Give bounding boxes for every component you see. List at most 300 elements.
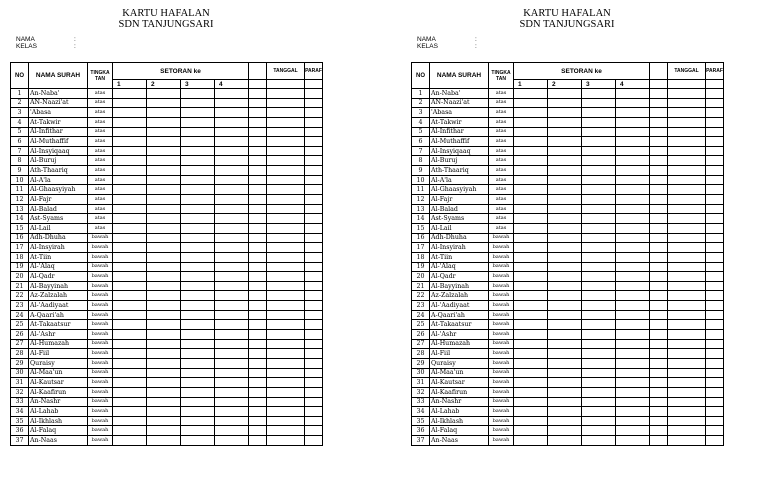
blank-cell[interactable] bbox=[249, 339, 267, 349]
setoran-cell-3[interactable] bbox=[181, 195, 215, 205]
setoran-cell-2[interactable] bbox=[147, 204, 181, 214]
tanggal-cell[interactable] bbox=[267, 310, 305, 320]
paraf-cell[interactable] bbox=[706, 127, 724, 137]
blank-cell[interactable] bbox=[650, 195, 668, 205]
setoran-cell-3[interactable] bbox=[582, 117, 616, 127]
blank-cell[interactable] bbox=[249, 185, 267, 195]
setoran-cell-1[interactable] bbox=[113, 166, 147, 176]
setoran-cell-3[interactable] bbox=[181, 98, 215, 108]
setoran-cell-2[interactable] bbox=[147, 426, 181, 436]
blank-cell[interactable] bbox=[249, 195, 267, 205]
paraf-cell[interactable] bbox=[305, 330, 323, 340]
setoran-cell-2[interactable] bbox=[548, 243, 582, 253]
setoran-cell-1[interactable] bbox=[514, 185, 548, 195]
setoran-cell-2[interactable] bbox=[147, 416, 181, 426]
setoran-cell-3[interactable] bbox=[181, 301, 215, 311]
tanggal-cell[interactable] bbox=[668, 204, 706, 214]
tanggal-cell[interactable] bbox=[267, 166, 305, 176]
setoran-cell-1[interactable] bbox=[514, 387, 548, 397]
setoran-cell-3[interactable] bbox=[582, 185, 616, 195]
tanggal-cell[interactable] bbox=[267, 98, 305, 108]
setoran-cell-1[interactable] bbox=[113, 89, 147, 99]
tanggal-cell[interactable] bbox=[668, 89, 706, 99]
setoran-cell-4[interactable] bbox=[616, 137, 650, 147]
setoran-cell-2[interactable] bbox=[548, 204, 582, 214]
setoran-cell-4[interactable] bbox=[616, 320, 650, 330]
blank-cell[interactable] bbox=[249, 166, 267, 176]
setoran-cell-2[interactable] bbox=[147, 166, 181, 176]
setoran-cell-3[interactable] bbox=[582, 204, 616, 214]
tanggal-cell[interactable] bbox=[668, 243, 706, 253]
setoran-cell-4[interactable] bbox=[215, 214, 249, 224]
setoran-cell-2[interactable] bbox=[548, 156, 582, 166]
tanggal-cell[interactable] bbox=[668, 368, 706, 378]
setoran-cell-4[interactable] bbox=[215, 98, 249, 108]
setoran-cell-2[interactable] bbox=[147, 281, 181, 291]
blank-cell[interactable] bbox=[650, 387, 668, 397]
setoran-cell-3[interactable] bbox=[582, 243, 616, 253]
setoran-cell-1[interactable] bbox=[113, 156, 147, 166]
setoran-cell-2[interactable] bbox=[548, 214, 582, 224]
tanggal-cell[interactable] bbox=[668, 339, 706, 349]
setoran-cell-1[interactable] bbox=[514, 378, 548, 388]
setoran-cell-2[interactable] bbox=[548, 262, 582, 272]
tanggal-cell[interactable] bbox=[267, 281, 305, 291]
blank-cell[interactable] bbox=[650, 223, 668, 233]
setoran-cell-1[interactable] bbox=[514, 291, 548, 301]
blank-cell[interactable] bbox=[249, 291, 267, 301]
setoran-cell-1[interactable] bbox=[113, 233, 147, 243]
tanggal-cell[interactable] bbox=[668, 281, 706, 291]
paraf-cell[interactable] bbox=[706, 272, 724, 282]
setoran-cell-2[interactable] bbox=[147, 127, 181, 137]
setoran-cell-3[interactable] bbox=[181, 204, 215, 214]
setoran-cell-4[interactable] bbox=[616, 252, 650, 262]
paraf-cell[interactable] bbox=[305, 426, 323, 436]
setoran-cell-4[interactable] bbox=[616, 330, 650, 340]
setoran-cell-2[interactable] bbox=[147, 98, 181, 108]
blank-cell[interactable] bbox=[249, 301, 267, 311]
setoran-cell-3[interactable] bbox=[582, 291, 616, 301]
setoran-cell-1[interactable] bbox=[113, 368, 147, 378]
tanggal-cell[interactable] bbox=[668, 378, 706, 388]
setoran-cell-2[interactable] bbox=[548, 166, 582, 176]
paraf-cell[interactable] bbox=[706, 262, 724, 272]
paraf-cell[interactable] bbox=[305, 223, 323, 233]
tanggal-cell[interactable] bbox=[668, 233, 706, 243]
setoran-cell-4[interactable] bbox=[616, 368, 650, 378]
setoran-cell-2[interactable] bbox=[548, 339, 582, 349]
setoran-cell-2[interactable] bbox=[147, 156, 181, 166]
setoran-cell-3[interactable] bbox=[181, 339, 215, 349]
setoran-cell-3[interactable] bbox=[181, 272, 215, 282]
setoran-cell-2[interactable] bbox=[548, 233, 582, 243]
paraf-cell[interactable] bbox=[305, 146, 323, 156]
setoran-cell-4[interactable] bbox=[215, 195, 249, 205]
setoran-cell-3[interactable] bbox=[582, 387, 616, 397]
blank-cell[interactable] bbox=[650, 214, 668, 224]
setoran-cell-4[interactable] bbox=[215, 185, 249, 195]
paraf-cell[interactable] bbox=[305, 368, 323, 378]
setoran-cell-3[interactable] bbox=[181, 416, 215, 426]
paraf-cell[interactable] bbox=[706, 291, 724, 301]
setoran-cell-3[interactable] bbox=[181, 330, 215, 340]
setoran-cell-3[interactable] bbox=[582, 358, 616, 368]
blank-cell[interactable] bbox=[650, 339, 668, 349]
setoran-cell-2[interactable] bbox=[548, 137, 582, 147]
paraf-cell[interactable] bbox=[305, 137, 323, 147]
blank-cell[interactable] bbox=[650, 368, 668, 378]
setoran-cell-2[interactable] bbox=[548, 378, 582, 388]
paraf-cell[interactable] bbox=[305, 407, 323, 417]
paraf-cell[interactable] bbox=[706, 156, 724, 166]
setoran-cell-4[interactable] bbox=[215, 156, 249, 166]
setoran-cell-2[interactable] bbox=[548, 108, 582, 118]
blank-cell[interactable] bbox=[650, 436, 668, 446]
tanggal-cell[interactable] bbox=[668, 310, 706, 320]
setoran-cell-1[interactable] bbox=[514, 127, 548, 137]
tanggal-cell[interactable] bbox=[267, 89, 305, 99]
setoran-cell-3[interactable] bbox=[181, 146, 215, 156]
tanggal-cell[interactable] bbox=[668, 175, 706, 185]
tanggal-cell[interactable] bbox=[267, 378, 305, 388]
setoran-cell-2[interactable] bbox=[548, 146, 582, 156]
setoran-cell-3[interactable] bbox=[582, 407, 616, 417]
blank-cell[interactable] bbox=[249, 397, 267, 407]
paraf-cell[interactable] bbox=[706, 339, 724, 349]
setoran-cell-3[interactable] bbox=[181, 117, 215, 127]
setoran-cell-4[interactable] bbox=[215, 407, 249, 417]
paraf-cell[interactable] bbox=[305, 291, 323, 301]
tanggal-cell[interactable] bbox=[668, 185, 706, 195]
paraf-cell[interactable] bbox=[305, 127, 323, 137]
paraf-cell[interactable] bbox=[305, 185, 323, 195]
setoran-cell-2[interactable] bbox=[548, 310, 582, 320]
blank-cell[interactable] bbox=[650, 175, 668, 185]
paraf-cell[interactable] bbox=[305, 108, 323, 118]
blank-cell[interactable] bbox=[249, 349, 267, 359]
tanggal-cell[interactable] bbox=[668, 252, 706, 262]
paraf-cell[interactable] bbox=[305, 436, 323, 446]
setoran-cell-2[interactable] bbox=[147, 195, 181, 205]
tanggal-cell[interactable] bbox=[668, 397, 706, 407]
setoran-cell-1[interactable] bbox=[514, 195, 548, 205]
setoran-cell-2[interactable] bbox=[147, 252, 181, 262]
setoran-cell-1[interactable] bbox=[514, 223, 548, 233]
setoran-cell-1[interactable] bbox=[113, 426, 147, 436]
tanggal-cell[interactable] bbox=[267, 349, 305, 359]
tanggal-cell[interactable] bbox=[267, 146, 305, 156]
tanggal-cell[interactable] bbox=[267, 137, 305, 147]
setoran-cell-1[interactable] bbox=[514, 368, 548, 378]
paraf-cell[interactable] bbox=[305, 320, 323, 330]
blank-cell[interactable] bbox=[650, 89, 668, 99]
paraf-cell[interactable] bbox=[305, 243, 323, 253]
setoran-cell-1[interactable] bbox=[514, 339, 548, 349]
tanggal-cell[interactable] bbox=[668, 117, 706, 127]
setoran-cell-2[interactable] bbox=[548, 330, 582, 340]
tanggal-cell[interactable] bbox=[267, 204, 305, 214]
blank-cell[interactable] bbox=[650, 252, 668, 262]
tanggal-cell[interactable] bbox=[668, 223, 706, 233]
setoran-cell-4[interactable] bbox=[616, 223, 650, 233]
setoran-cell-3[interactable] bbox=[582, 281, 616, 291]
paraf-cell[interactable] bbox=[706, 387, 724, 397]
blank-cell[interactable] bbox=[650, 243, 668, 253]
blank-cell[interactable] bbox=[650, 204, 668, 214]
setoran-cell-3[interactable] bbox=[582, 127, 616, 137]
tanggal-cell[interactable] bbox=[668, 146, 706, 156]
tanggal-cell[interactable] bbox=[267, 301, 305, 311]
paraf-cell[interactable] bbox=[305, 281, 323, 291]
setoran-cell-4[interactable] bbox=[616, 310, 650, 320]
tanggal-cell[interactable] bbox=[668, 291, 706, 301]
blank-cell[interactable] bbox=[650, 98, 668, 108]
setoran-cell-1[interactable] bbox=[514, 426, 548, 436]
tanggal-cell[interactable] bbox=[267, 175, 305, 185]
setoran-cell-1[interactable] bbox=[113, 252, 147, 262]
tanggal-cell[interactable] bbox=[267, 117, 305, 127]
setoran-cell-2[interactable] bbox=[548, 407, 582, 417]
paraf-cell[interactable] bbox=[305, 349, 323, 359]
setoran-cell-4[interactable] bbox=[215, 397, 249, 407]
setoran-cell-3[interactable] bbox=[181, 243, 215, 253]
setoran-cell-4[interactable] bbox=[215, 281, 249, 291]
blank-cell[interactable] bbox=[249, 117, 267, 127]
setoran-cell-3[interactable] bbox=[582, 320, 616, 330]
setoran-cell-1[interactable] bbox=[113, 281, 147, 291]
blank-cell[interactable] bbox=[650, 378, 668, 388]
tanggal-cell[interactable] bbox=[668, 349, 706, 359]
setoran-cell-1[interactable] bbox=[514, 156, 548, 166]
setoran-cell-2[interactable] bbox=[548, 387, 582, 397]
setoran-cell-2[interactable] bbox=[548, 252, 582, 262]
setoran-cell-2[interactable] bbox=[147, 407, 181, 417]
paraf-cell[interactable] bbox=[305, 301, 323, 311]
blank-cell[interactable] bbox=[650, 262, 668, 272]
setoran-cell-1[interactable] bbox=[514, 89, 548, 99]
paraf-cell[interactable] bbox=[305, 358, 323, 368]
paraf-cell[interactable] bbox=[706, 146, 724, 156]
tanggal-cell[interactable] bbox=[267, 214, 305, 224]
paraf-cell[interactable] bbox=[706, 117, 724, 127]
setoran-cell-1[interactable] bbox=[113, 291, 147, 301]
setoran-cell-3[interactable] bbox=[582, 166, 616, 176]
setoran-cell-4[interactable] bbox=[616, 156, 650, 166]
setoran-cell-1[interactable] bbox=[514, 407, 548, 417]
setoran-cell-1[interactable] bbox=[514, 301, 548, 311]
setoran-cell-3[interactable] bbox=[181, 407, 215, 417]
setoran-cell-4[interactable] bbox=[215, 378, 249, 388]
setoran-cell-4[interactable] bbox=[616, 195, 650, 205]
setoran-cell-4[interactable] bbox=[215, 223, 249, 233]
blank-cell[interactable] bbox=[249, 98, 267, 108]
tanggal-cell[interactable] bbox=[668, 272, 706, 282]
setoran-cell-1[interactable] bbox=[113, 204, 147, 214]
blank-cell[interactable] bbox=[249, 330, 267, 340]
setoran-cell-4[interactable] bbox=[215, 272, 249, 282]
setoran-cell-2[interactable] bbox=[147, 272, 181, 282]
blank-cell[interactable] bbox=[249, 175, 267, 185]
setoran-cell-4[interactable] bbox=[215, 233, 249, 243]
setoran-cell-1[interactable] bbox=[113, 407, 147, 417]
setoran-cell-3[interactable] bbox=[181, 291, 215, 301]
setoran-cell-4[interactable] bbox=[616, 108, 650, 118]
setoran-cell-2[interactable] bbox=[548, 127, 582, 137]
tanggal-cell[interactable] bbox=[668, 195, 706, 205]
setoran-cell-4[interactable] bbox=[616, 243, 650, 253]
setoran-cell-1[interactable] bbox=[514, 358, 548, 368]
paraf-cell[interactable] bbox=[706, 223, 724, 233]
blank-cell[interactable] bbox=[650, 310, 668, 320]
setoran-cell-3[interactable] bbox=[181, 108, 215, 118]
blank-cell[interactable] bbox=[650, 320, 668, 330]
setoran-cell-1[interactable] bbox=[514, 252, 548, 262]
setoran-cell-4[interactable] bbox=[215, 291, 249, 301]
setoran-cell-4[interactable] bbox=[616, 416, 650, 426]
setoran-cell-1[interactable] bbox=[514, 117, 548, 127]
tanggal-cell[interactable] bbox=[267, 252, 305, 262]
setoran-cell-4[interactable] bbox=[215, 310, 249, 320]
paraf-cell[interactable] bbox=[706, 397, 724, 407]
setoran-cell-4[interactable] bbox=[616, 233, 650, 243]
setoran-cell-4[interactable] bbox=[215, 117, 249, 127]
setoran-cell-4[interactable] bbox=[215, 426, 249, 436]
setoran-cell-1[interactable] bbox=[113, 98, 147, 108]
tanggal-cell[interactable] bbox=[668, 330, 706, 340]
paraf-cell[interactable] bbox=[305, 98, 323, 108]
paraf-cell[interactable] bbox=[305, 166, 323, 176]
setoran-cell-1[interactable] bbox=[514, 137, 548, 147]
setoran-cell-2[interactable] bbox=[147, 339, 181, 349]
setoran-cell-1[interactable] bbox=[514, 146, 548, 156]
tanggal-cell[interactable] bbox=[668, 301, 706, 311]
setoran-cell-3[interactable] bbox=[181, 378, 215, 388]
blank-cell[interactable] bbox=[650, 137, 668, 147]
setoran-cell-1[interactable] bbox=[113, 387, 147, 397]
setoran-cell-4[interactable] bbox=[215, 387, 249, 397]
paraf-cell[interactable] bbox=[706, 204, 724, 214]
paraf-cell[interactable] bbox=[706, 214, 724, 224]
tanggal-cell[interactable] bbox=[668, 358, 706, 368]
setoran-cell-3[interactable] bbox=[582, 397, 616, 407]
blank-cell[interactable] bbox=[249, 156, 267, 166]
setoran-cell-2[interactable] bbox=[147, 146, 181, 156]
setoran-cell-1[interactable] bbox=[113, 108, 147, 118]
setoran-cell-3[interactable] bbox=[181, 156, 215, 166]
paraf-cell[interactable] bbox=[706, 407, 724, 417]
setoran-cell-4[interactable] bbox=[215, 349, 249, 359]
setoran-cell-1[interactable] bbox=[514, 166, 548, 176]
paraf-cell[interactable] bbox=[305, 195, 323, 205]
setoran-cell-3[interactable] bbox=[582, 349, 616, 359]
setoran-cell-4[interactable] bbox=[616, 397, 650, 407]
setoran-cell-3[interactable] bbox=[181, 233, 215, 243]
blank-cell[interactable] bbox=[249, 272, 267, 282]
paraf-cell[interactable] bbox=[706, 320, 724, 330]
blank-cell[interactable] bbox=[650, 291, 668, 301]
setoran-cell-2[interactable] bbox=[147, 358, 181, 368]
blank-cell[interactable] bbox=[249, 243, 267, 253]
setoran-cell-1[interactable] bbox=[514, 108, 548, 118]
setoran-cell-3[interactable] bbox=[181, 185, 215, 195]
setoran-cell-4[interactable] bbox=[215, 339, 249, 349]
tanggal-cell[interactable] bbox=[267, 233, 305, 243]
tanggal-cell[interactable] bbox=[668, 166, 706, 176]
tanggal-cell[interactable] bbox=[267, 156, 305, 166]
setoran-cell-4[interactable] bbox=[215, 301, 249, 311]
setoran-cell-3[interactable] bbox=[181, 397, 215, 407]
setoran-cell-3[interactable] bbox=[181, 137, 215, 147]
paraf-cell[interactable] bbox=[305, 262, 323, 272]
setoran-cell-1[interactable] bbox=[514, 175, 548, 185]
setoran-cell-1[interactable] bbox=[514, 416, 548, 426]
setoran-cell-4[interactable] bbox=[616, 175, 650, 185]
setoran-cell-3[interactable] bbox=[181, 320, 215, 330]
setoran-cell-1[interactable] bbox=[514, 330, 548, 340]
tanggal-cell[interactable] bbox=[267, 108, 305, 118]
setoran-cell-2[interactable] bbox=[147, 233, 181, 243]
setoran-cell-4[interactable] bbox=[215, 204, 249, 214]
setoran-cell-3[interactable] bbox=[582, 156, 616, 166]
blank-cell[interactable] bbox=[249, 214, 267, 224]
paraf-cell[interactable] bbox=[305, 214, 323, 224]
setoran-cell-1[interactable] bbox=[113, 320, 147, 330]
setoran-cell-2[interactable] bbox=[147, 117, 181, 127]
setoran-cell-3[interactable] bbox=[582, 98, 616, 108]
setoran-cell-4[interactable] bbox=[616, 89, 650, 99]
paraf-cell[interactable] bbox=[706, 358, 724, 368]
setoran-cell-4[interactable] bbox=[616, 281, 650, 291]
setoran-cell-1[interactable] bbox=[514, 243, 548, 253]
blank-cell[interactable] bbox=[249, 426, 267, 436]
setoran-cell-3[interactable] bbox=[181, 281, 215, 291]
setoran-cell-4[interactable] bbox=[616, 339, 650, 349]
setoran-cell-2[interactable] bbox=[147, 310, 181, 320]
setoran-cell-4[interactable] bbox=[215, 175, 249, 185]
paraf-cell[interactable] bbox=[305, 416, 323, 426]
setoran-cell-2[interactable] bbox=[548, 195, 582, 205]
setoran-cell-4[interactable] bbox=[215, 368, 249, 378]
setoran-cell-3[interactable] bbox=[181, 262, 215, 272]
blank-cell[interactable] bbox=[650, 281, 668, 291]
setoran-cell-3[interactable] bbox=[181, 387, 215, 397]
setoran-cell-3[interactable] bbox=[582, 301, 616, 311]
setoran-cell-2[interactable] bbox=[147, 262, 181, 272]
tanggal-cell[interactable] bbox=[267, 387, 305, 397]
setoran-cell-2[interactable] bbox=[147, 378, 181, 388]
tanggal-cell[interactable] bbox=[668, 436, 706, 446]
setoran-cell-3[interactable] bbox=[582, 223, 616, 233]
paraf-cell[interactable] bbox=[706, 416, 724, 426]
setoran-cell-3[interactable] bbox=[181, 166, 215, 176]
setoran-cell-2[interactable] bbox=[147, 387, 181, 397]
setoran-cell-2[interactable] bbox=[548, 426, 582, 436]
blank-cell[interactable] bbox=[650, 146, 668, 156]
blank-cell[interactable] bbox=[249, 416, 267, 426]
setoran-cell-1[interactable] bbox=[514, 272, 548, 282]
setoran-cell-3[interactable] bbox=[582, 262, 616, 272]
paraf-cell[interactable] bbox=[706, 89, 724, 99]
paraf-cell[interactable] bbox=[706, 301, 724, 311]
setoran-cell-4[interactable] bbox=[616, 349, 650, 359]
setoran-cell-3[interactable] bbox=[582, 310, 616, 320]
setoran-cell-3[interactable] bbox=[582, 272, 616, 282]
blank-cell[interactable] bbox=[650, 397, 668, 407]
blank-cell[interactable] bbox=[650, 416, 668, 426]
blank-cell[interactable] bbox=[650, 407, 668, 417]
setoran-cell-4[interactable] bbox=[616, 185, 650, 195]
